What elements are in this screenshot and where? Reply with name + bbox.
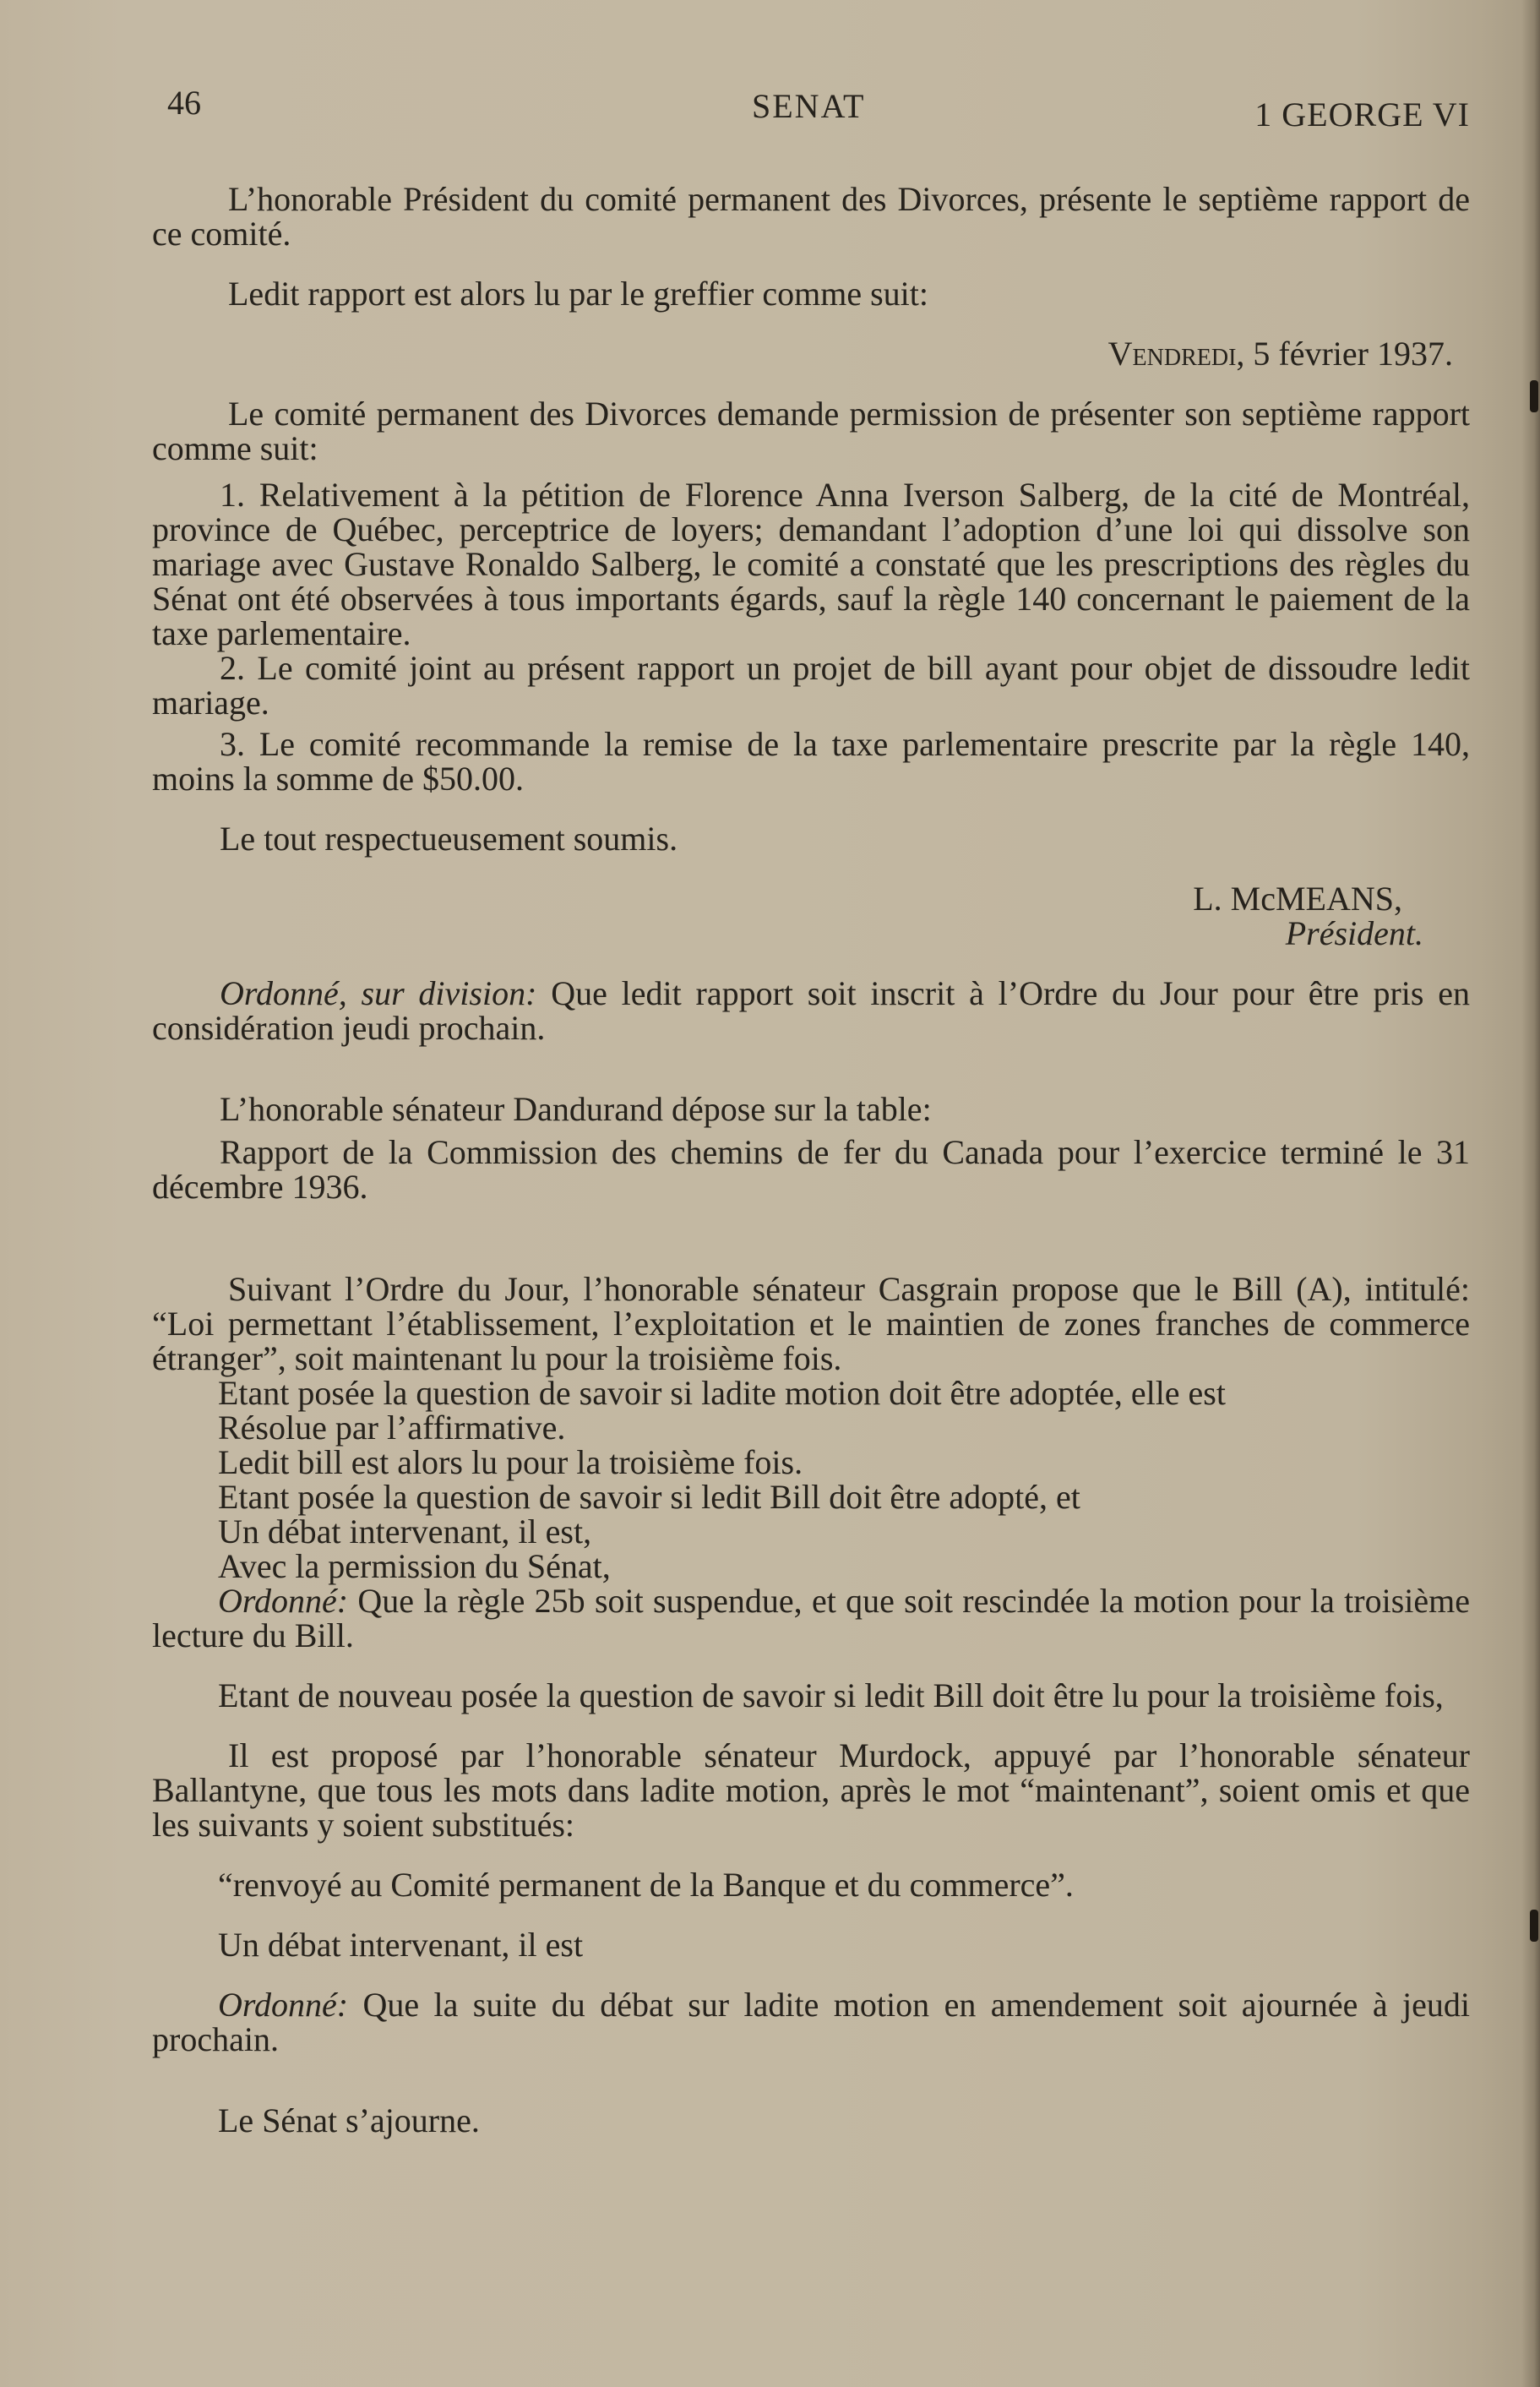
procedure-line-4: Etant posée la question de savoir si ledit Bill doit être adopté, et [218, 1478, 1080, 1516]
report-item-3: 3. Le comité recommande la remise de la taxe parlementaire prescrite par la règle 140, moins la somme de $50.00. [152, 725, 1470, 798]
question-again: Etant de nouveau posée la question de savoir si ledit Bill doit être lu pour la troisième fois, [218, 1676, 1444, 1714]
regnal-year: 1 GEORGE VI [1254, 95, 1470, 134]
report-item-1: 1. Relativement à la pétition de Florence Anna Iverson Salberg, de la cité de Montréal, province de Québec, perceptrice de loyers; demandant l’adoption d’une loi qui dissolve son mariage avec Gustave Ronaldo Salberg, le comité a constaté que les prescriptions des règles du Sénat ont été observées à tous importants égards, sauf la règle 140 concernant le paiement de la taxe parlementaire. [152, 476, 1470, 652]
running-title: SENAT [752, 87, 866, 125]
procedure-line-1: Etant posée la question de savoir si ladite motion doit être adoptée, elle est [218, 1374, 1226, 1412]
ordered-text: Que ledit rapport soit inscrit à l’Ordre du Jour pour être pris en considération jeudi prochain. [152, 974, 1470, 1047]
page-edge-shadow [1521, 0, 1540, 2387]
procedure-line-5: Un débat intervenant, il est, [218, 1512, 592, 1550]
ordered-rule-25b [152, 1583, 1470, 1653]
report-closing: Le tout respectueusement soumis. [220, 820, 678, 858]
procedure-line-3: Ledit bill est alors lu pour la troisième fois. [218, 1443, 803, 1481]
ordered-label: Ordonné: [218, 1986, 349, 2024]
page-content [152, 80, 1470, 2138]
ordered-text: Que la suite du débat sur ladite motion en amendement soit ajournée à jeudi prochain. [152, 1986, 1470, 2058]
report-intro: Le comité permanent des Divorces demande permission de présenter son septième rapport comme suit: [152, 395, 1470, 467]
procedure-line-6: Avec la permission du Sénat, [218, 1547, 611, 1585]
report-date [152, 336, 1470, 371]
railway-commission-report: Rapport de la Commission des chemins de fer du Canada pour l’exercice terminé le 31 décembre 1936. [152, 1133, 1470, 1206]
report-date-day: Vendredi [1107, 335, 1237, 373]
bill-a-motion: Suivant l’Ordre du Jour, l’honorable sénateur Casgrain propose que le Bill (A), intitulé: “Loi permettant l’établissement, l’exploitation et le maintien de zones franches de commerce étranger”, soit maintenant lu pour la troisième fois. [152, 1270, 1470, 1377]
ordered-on-division [152, 976, 1470, 1045]
ordered-label: Ordonné: [218, 1582, 349, 1620]
ordered-text: Que la règle 25b soit suspendue, et que soit rescindée la motion pour la troisième lecture du Bill. [152, 1582, 1470, 1654]
report-read-line: Ledit rapport est alors lu par le greffier comme suit: [228, 275, 928, 313]
procedure-line-2: Résolue par l’affirmative. [218, 1409, 566, 1447]
ordered-adjourn-debate [152, 1987, 1470, 2057]
ordered-label: Ordonné, sur division: [220, 974, 537, 1012]
page-edge-mark [1530, 1910, 1538, 1942]
page-edge-mark [1530, 380, 1538, 412]
divorce-committee-intro: L’honorable Président du comité permanent des Divorces, présente le septième rapport de ce comité. [152, 180, 1470, 253]
dandurand-deposit: L’honorable sénateur Dandurand dépose sur la table: [220, 1090, 932, 1128]
page-number: 46 [167, 84, 201, 122]
senate-adjourns: Le Sénat s’ajourne. [218, 2101, 480, 2139]
report-item-2: 2. Le comité joint au présent rapport un projet de bill ayant pour objet de dissoudre ledit mariage. [152, 649, 1470, 722]
signature-name: L. McMEANS, [1193, 880, 1402, 918]
debate-line: Un débat intervenant, il est [218, 1926, 584, 1964]
report-date-rest: , 5 février 1937. [1236, 335, 1453, 373]
page-header [152, 80, 1470, 156]
murdock-proposal: Il est proposé par l’honorable sénateur Murdock, appuyé par l’honorable sénateur Ballantyne, que tous les mots dans ladite motion, après le mot “maintenant”, soient omis et que les suivants y soient substitués: [152, 1736, 1470, 1844]
signature-title: Président. [1285, 914, 1423, 952]
substituted-words: “renvoyé au Comité permanent de la Banque et du commerce”. [218, 1866, 1074, 1904]
